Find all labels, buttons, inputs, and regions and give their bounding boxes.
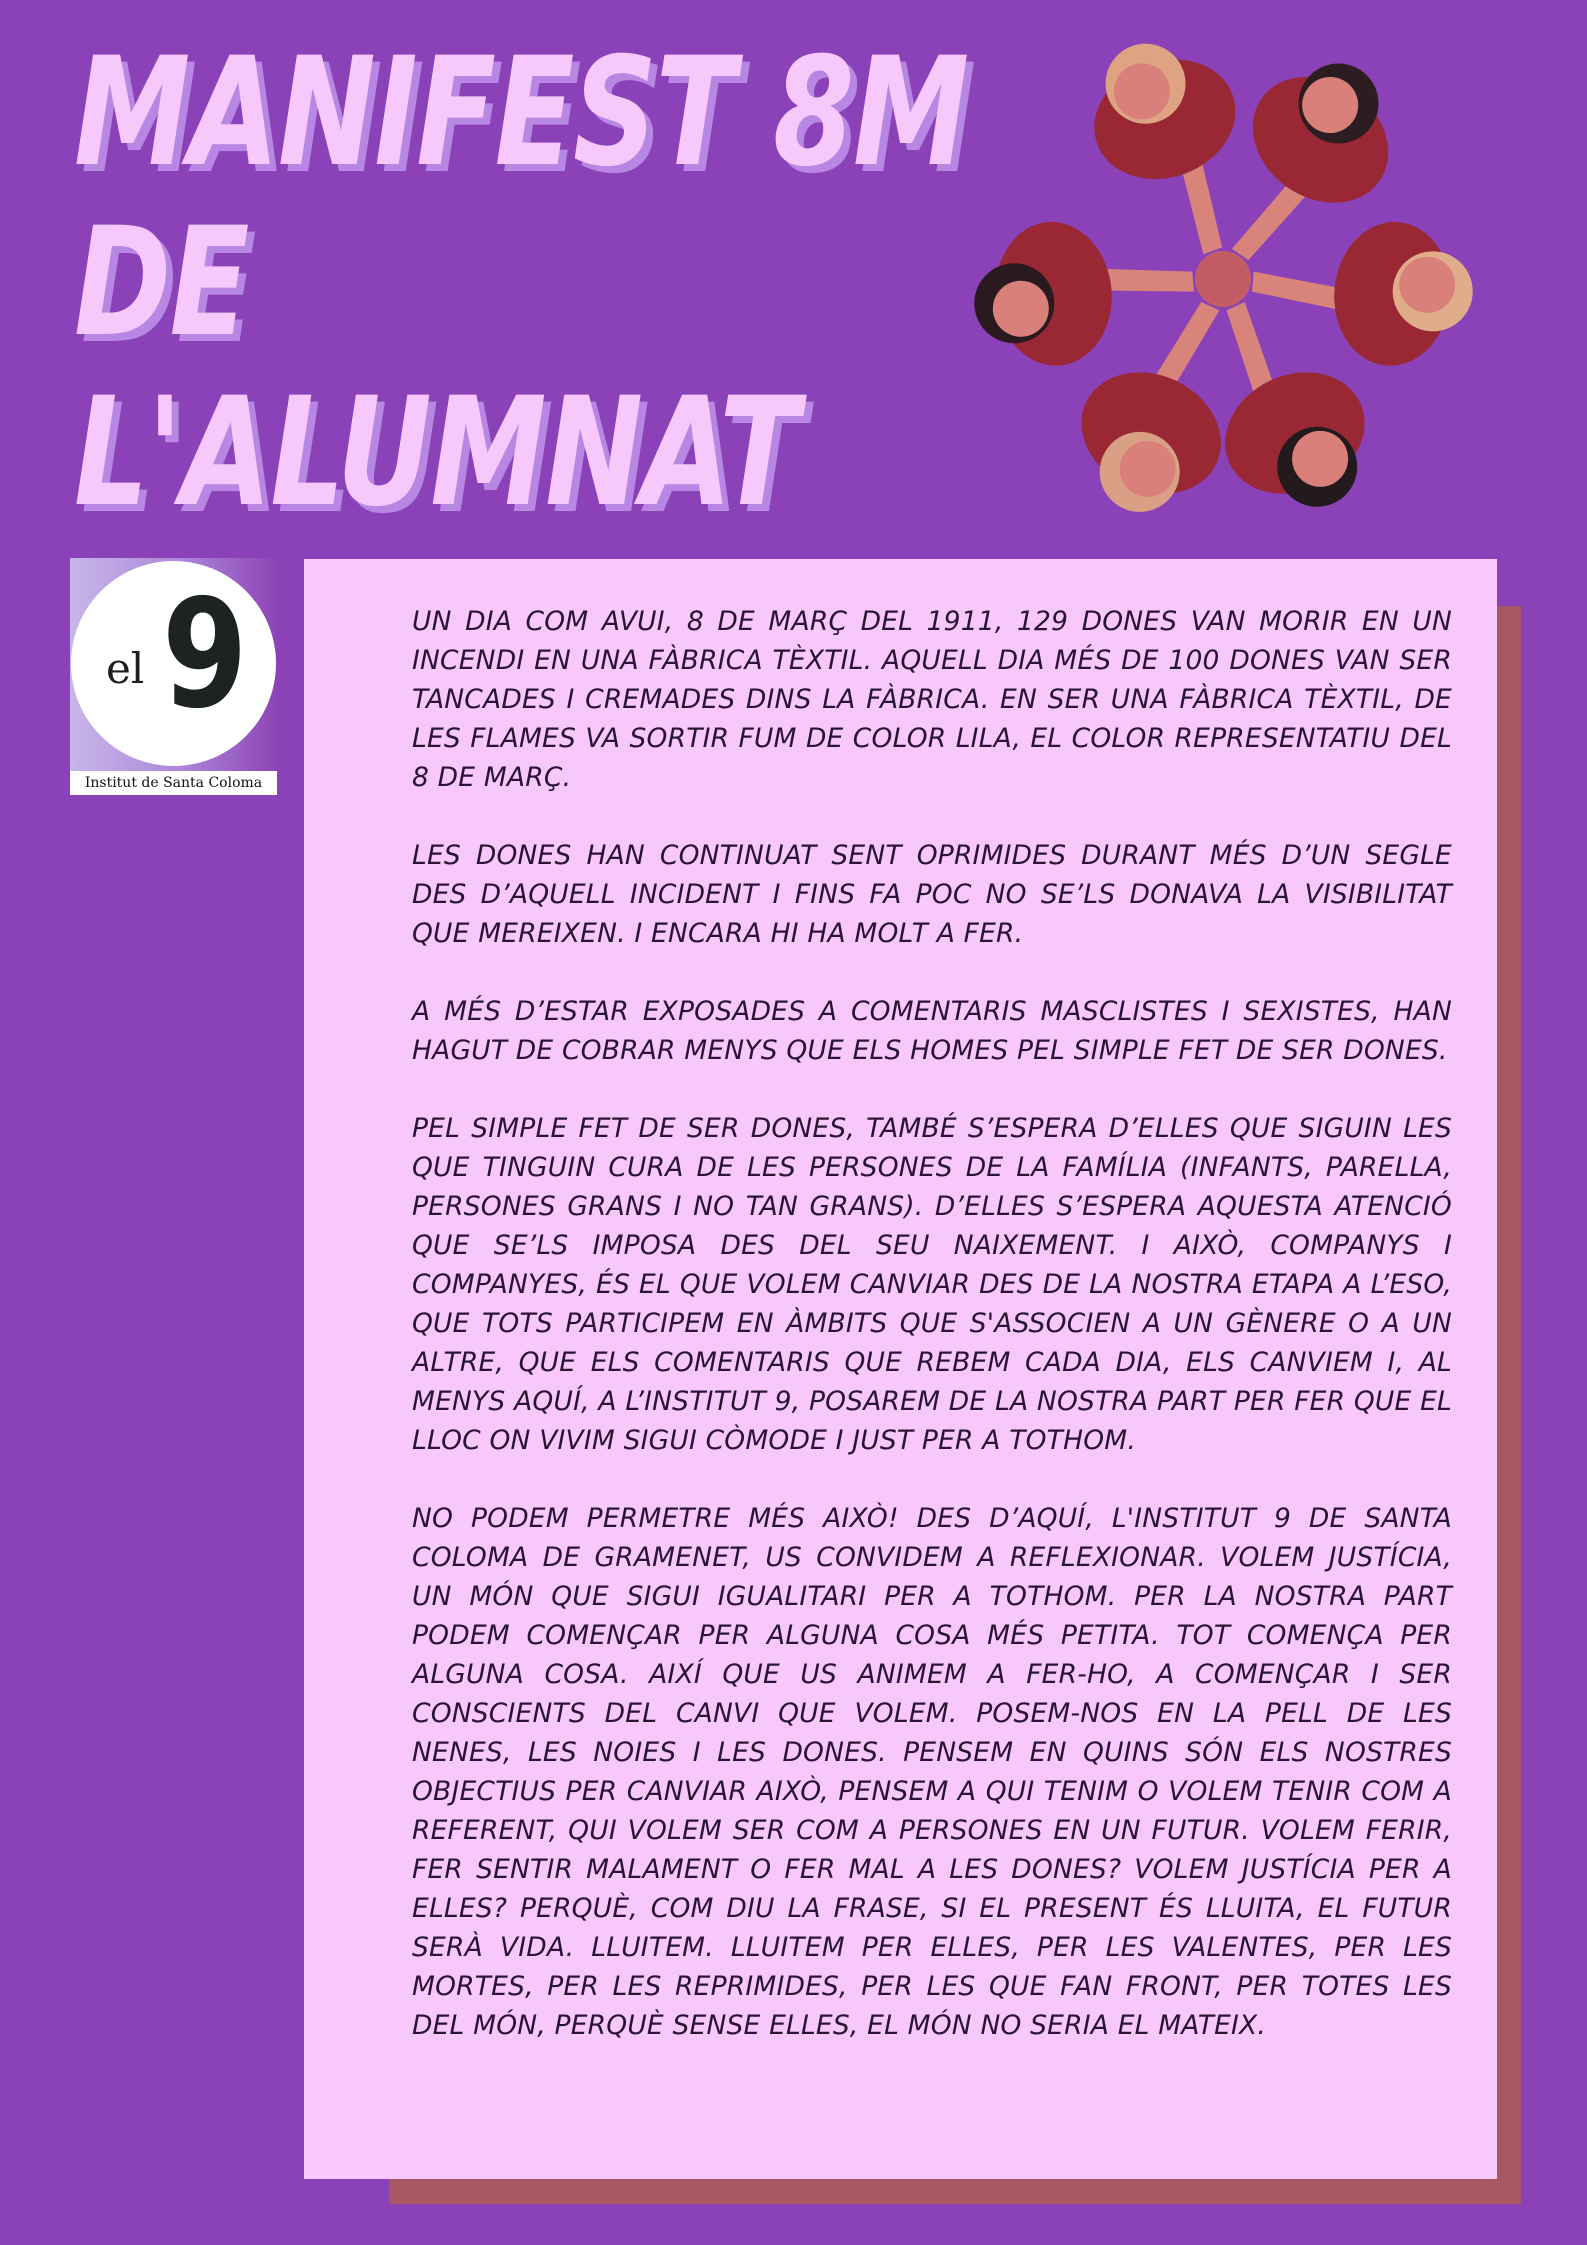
- manifesto-text: [412, 602, 1452, 2045]
- title-line: L'ALUMNAT: [74, 366, 798, 540]
- school-logo: [70, 558, 277, 795]
- manifesto-paragraph: NO PODEM PERMETRE MÉS AIXÒ! DES D’AQUÍ, L'INSTITUT 9 DE SANTA COLOMA DE GRAMENET, US CONVIDEM A REFLEXIONAR. VOLEM JUSTÍCIA, UN MÓN QUE SIGUI IGUALITARI PER A TOTHOM. PER LA NOSTRA PART PODEM COMENÇAR PER ALGUNA COSA MÉS PETITA. TOT COMENÇA PER ALGUNA COSA. AIXÍ QUE US ANIMEM A FER-HO, A COMENÇAR I SER CONSCIENTS DEL CANVI QUE VOLEM. POSEM-NOS EN LA PELL DE LES NENES, LES NOIES I LES DONES. PENSEM EN QUINS SÓN ELS NOSTRES OBJECTIUS PER CANVIAR AIXÒ, PENSEM A QUI TENIM O VOLEM TENIR COM A REFERENT, QUI VOLEM SER COM A PERSONES EN UN FUTUR. VOLEM FERIR, FER SENTIR MALAMENT O FER MAL A LES DONES? VOLEM JUSTÍCIA PER A ELLES? PERQUÈ, COM DIU LA FRASE, SI EL PRESENT ÉS LLUITA, EL FUTUR SERÀ VIDA. LLUITEM. LLUITEM PER ELLES, PER LES VALENTES, PER LES MORTES, PER LES REPRIMIDES, PER LES QUE FAN FRONT, PER TOTES LES DEL MÓN, PERQUÈ SENSE ELLES, EL MÓN NO SERIA EL MATEIX.: [412, 1503, 1452, 2041]
- manifesto-paragraph: PEL SIMPLE FET DE SER DONES, TAMBÉ S’ESPERA D’ELLES QUE SIGUIN LES QUE TINGUIN CURA DE LES PERSONES DE LA FAMÍLIA (INFANTS, PARELLA, PERSONES GRANS I NO TAN GRANS). D’ELLES S’ESPERA AQUESTA ATENCIÓ QUE SE’LS IMPOSA DES DEL SEU NAIXEMENT. I AIXÒ, COMPANYS I COMPANYES, ÉS EL QUE VOLEM CANVIAR DES DE LA NOSTRA ETAPA A L’ESO, QUE TOTS PARTICIPEM EN ÀMBITS QUE S'ASSOCIEN A UN GÈNERE O A UN ALTRE, QUE ELS COMENTARIS QUE REBEM CADA DIA, ELS CANVIEM I, AL MENYS AQUÍ, A L’INSTITUT 9, POSAREM DE LA NOSTRA PART PER FER QUE EL LLOC ON VIVIM SIGUI CÒMODE I JUST PER A TOTHOM.: [412, 1113, 1452, 1456]
- manifesto-paragraph: LES DONES HAN CONTINUAT SENT OPRIMIDES DURANT MÉS D’UN SEGLE DES D’AQUELL INCIDENT I FINS FA POC NO SE’LS DONAVA LA VISIBILITAT QUE MEREIXEN. I ENCARA HI HA MOLT A FER.: [412, 840, 1452, 949]
- logo-number: 9: [162, 568, 248, 742]
- manifesto-paragraph: A MÉS D’ESTAR EXPOSADES A COMENTARIS MASCLISTES I SEXISTES, HAN HAGUT DE COBRAR MENYS QUE ELS HOMES PEL SIMPLE FET DE SER DONES.: [412, 996, 1452, 1066]
- logo-caption: Institut de Santa Coloma: [70, 771, 277, 795]
- manifesto-card: [304, 559, 1497, 2179]
- title-line: DE: [74, 196, 248, 370]
- title-line: MANIFEST 8M: [74, 26, 968, 200]
- women-circle-holding-hands-icon: [958, 24, 1488, 534]
- manifesto-paragraph: UN DIA COM AVUI, 8 DE MARÇ DEL 1911, 129 DONES VAN MORIR EN UN INCENDI EN UNA FÀBRICA TÈXTIL. AQUELL DIA MÉS DE 100 DONES VAN SER TANCADES I CREMADES DINS LA FÀBRICA. EN SER UNA FÀBRICA TÈXTIL, DE LES FLAMES VA SORTIR FUM DE COLOR LILA, EL COLOR REPRESENTATIU DEL 8 DE MARÇ.: [412, 606, 1452, 793]
- page-title: [74, 26, 968, 540]
- logo-prefix: el: [106, 644, 145, 693]
